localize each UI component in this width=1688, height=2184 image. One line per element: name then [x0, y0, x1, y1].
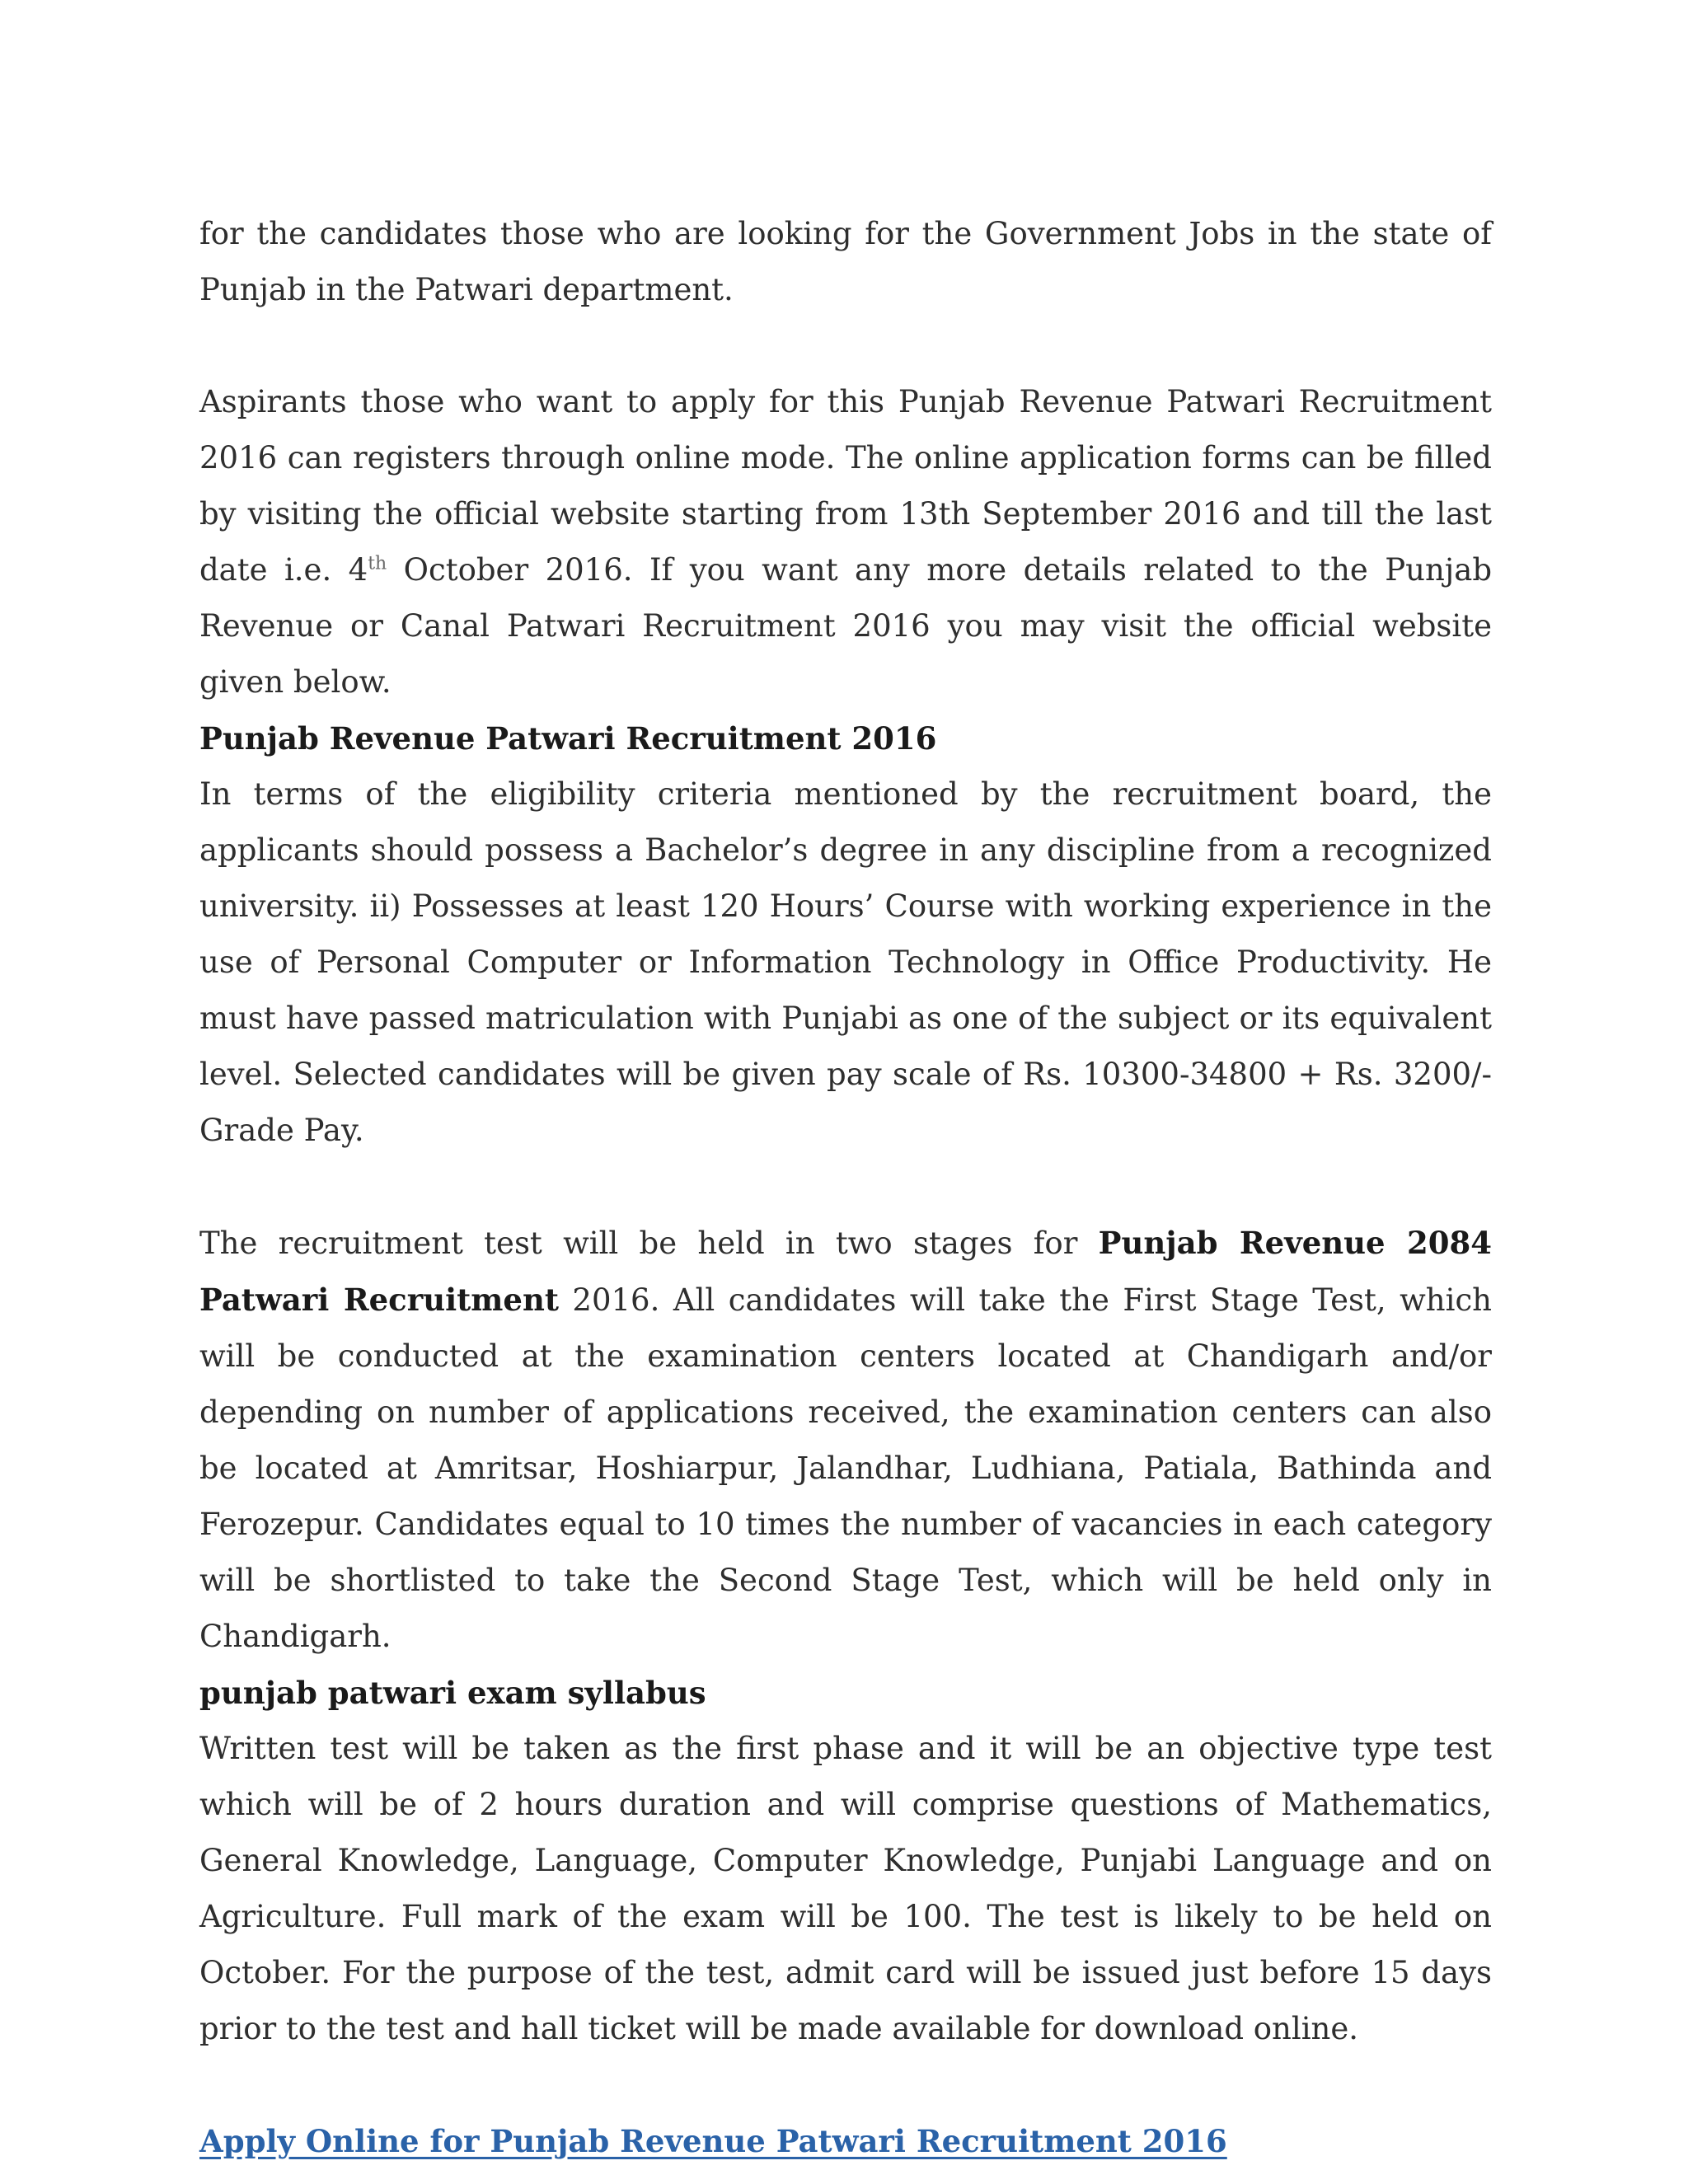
paragraph-spacer — [199, 2057, 1492, 2113]
document-page — [199, 206, 1492, 2170]
section-heading-recruitment: Punjab Revenue Patwari Recruitment 2016 — [199, 720, 937, 757]
section-heading-syllabus: punjab patwari exam syllabus — [199, 1675, 706, 1711]
application-text-end: October 2016. If you want any more details related to the Punjab Revenue or Canal Patwari Recruitment 2016 you may visit the official website given below. — [199, 552, 1493, 700]
apply-link-line — [199, 2113, 1492, 2170]
test-stages-rest: 2016. All candidates will take the First Stage Test, which will be conducted at the examination centers located at Chandigarh and/or depending on number of applications received, the examination centers can also be located at Amritsar, Hoshiarpur, Jalandhar, Ludhiana, Patiala, Bathinda and Ferozepur. Candidates equal to 10 times the number of vacancies in each category will be shortlisted to take the Second Stage Test, which will be held only in Chandigarh. — [199, 1282, 1492, 1654]
syllabus-paragraph: Written test will be taken as the first phase and it will be an objective type test which will be of 2 hours duration and will comprise questions of Mathematics, General Knowledge, Language, Computer Knowledge, Punjabi Language and on Agriculture. Full mark of the exam will be 100. The test is likely to be held on October. For the purpose of the test, admit card will be issued just before 15 days prior to the test and hall ticket will be made available for download online. — [199, 1731, 1492, 2046]
test-stages-paragraph — [199, 1215, 1492, 1665]
apply-online-link[interactable]: Apply Online for Punjab Revenue Patwari Recruitment 2016 — [199, 2123, 1227, 2159]
paragraph-spacer — [199, 1159, 1492, 1215]
application-text-start: Aspirants those who want to apply for this Punjab Revenue Patwari Recruitment 2016 can registers through online mode. The online application forms can be filled by visiting the official website starting from 13th September 2016 and till the last date i.e. 4 — [199, 384, 1492, 588]
test-stages-bold: Punjab Revenue 2084 Patwari Recruitment — [199, 1225, 1492, 1318]
eligibility-paragraph: In terms of the eligibility criteria mentioned by the recruitment board, the applicants should possess a Bachelor’s degree in any discipline from a recognized university. ii) Possesses at least 120 Hours’ Course with working experience in the use of Personal Computer or Information Technology in Office Productivity. He must have passed matriculation with Punjabi as one of the subject or its equivalent level. Selected candidates will be given pay scale of Rs. 10300-34800 + Rs. 3200/- Grade Pay. — [199, 776, 1492, 1148]
date-superscript: th — [368, 553, 387, 574]
application-paragraph — [199, 374, 1492, 710]
intro-paragraph: for the candidates those who are looking for the Government Jobs in the state of Punjab in the Patwari department. — [199, 216, 1492, 307]
test-stages-lead: The recruitment test will be held in two stages for — [199, 1226, 1099, 1261]
paragraph-spacer — [199, 318, 1492, 374]
